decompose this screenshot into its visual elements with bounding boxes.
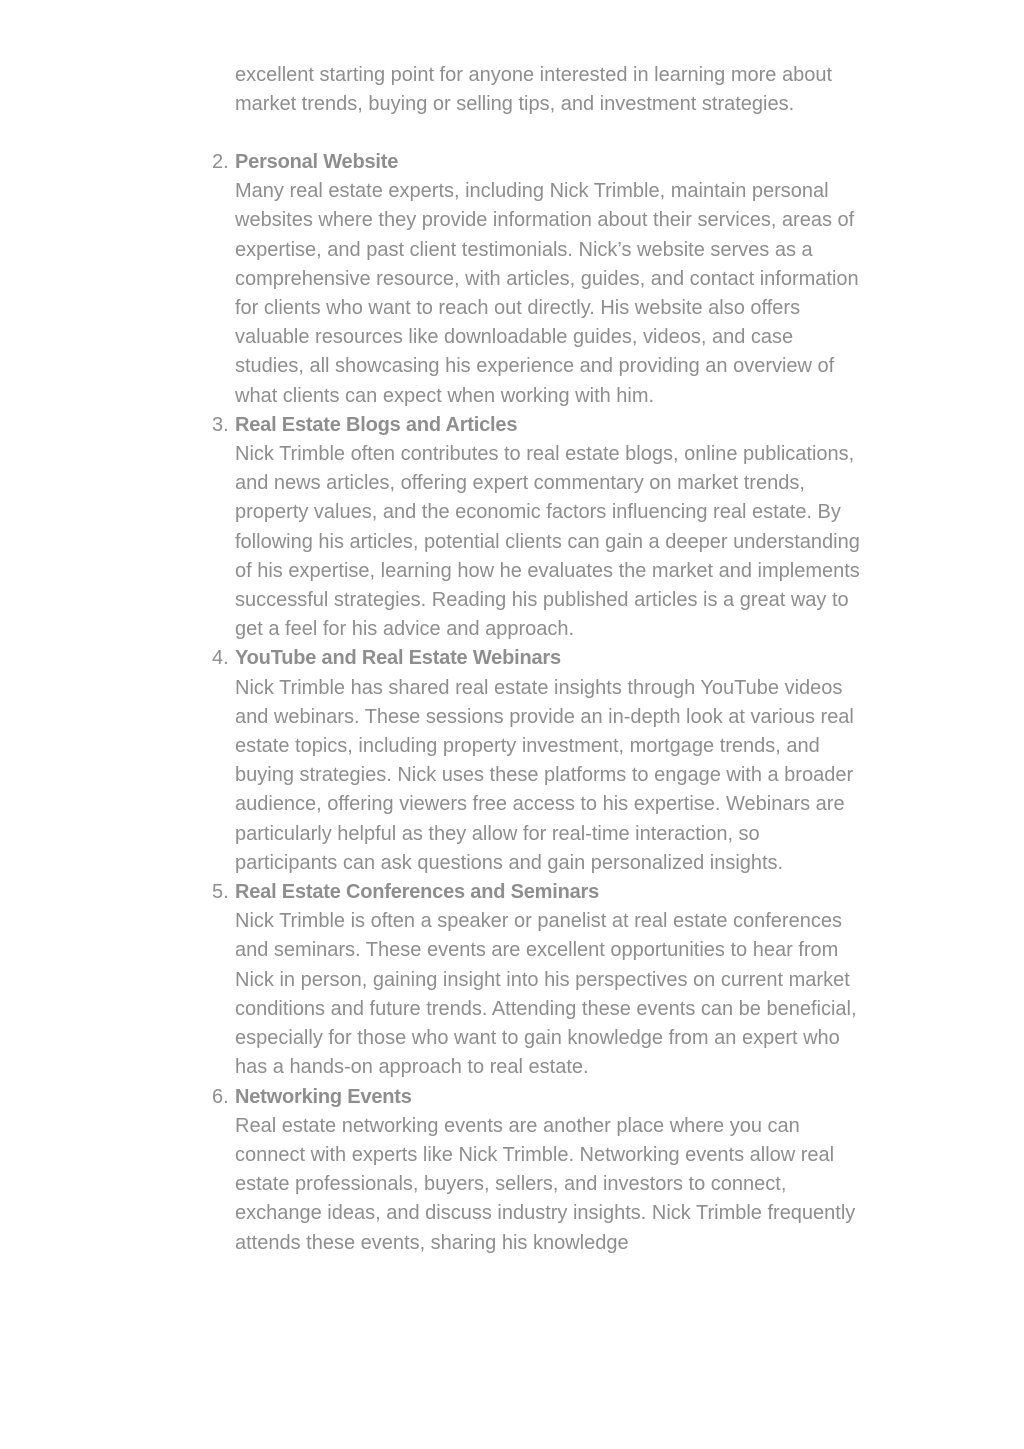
list-item-title: Real Estate Conferences and Seminars — [235, 881, 600, 904]
lead-paragraph: excellent starting point for anyone interested in learning more about market trends, buying or selling tips, and investment strategies. — [235, 64, 833, 116]
list-item-title: Real Estate Blogs and Articles — [235, 413, 518, 436]
list-item-number: 6. — [212, 1085, 229, 1108]
list-item-title: Personal Website — [235, 151, 399, 173]
list-item-number: 5. — [212, 881, 229, 904]
list-item — [0, 148, 865, 411]
list-item-number: 3. — [212, 413, 229, 436]
list-item-title: YouTube and Real Estate Webinars — [235, 647, 561, 670]
list-item-number: 4. — [212, 647, 229, 670]
list-item-body: Nick Trimble has shared real estate insights through YouTube videos and webinars. These sessions provide an in-depth look at various real estate topics, including property investment, mortgage trends, and buying strategies. Nick uses these platforms to engage with a broader audience, offering viewers free access to his expertise. Webinars are particularly helpful as they allow for real-time interaction, so participants can ask questions and gain personalized insights. — [235, 676, 854, 874]
list-item — [0, 644, 865, 878]
list-item-body: Real estate networking events are another place where you can connect with experts like Nick Trimble. Networking events allow real estate professionals, buyers, sellers, and investors to connect, exchange ideas, and discuss industry insights. Nick Trimble frequently attends these events, sharing his knowledge — [235, 1114, 856, 1254]
list-item — [0, 411, 865, 645]
list-item-body: Nick Trimble often contributes to real estate blogs, online publications, and news articles, offering expert commentary on market trends, property values, and the economic factors influencing real estate. By following his articles, potential clients can gain a deeper understanding of his expertise, learning how he evaluates the market and implements successful strategies. Reading his published articles is a great way to get a feel for his advice and approach. — [235, 443, 860, 641]
list-item-title: Networking Events — [235, 1085, 412, 1108]
list-item-body: Nick Trimble is often a speaker or panelist at real estate conferences and seminars. These events are excellent opportunities to hear from Nick in person, gaining insight into his perspectives on current market conditions and future trends. Attending these events can be beneficial, especially for those who want to gain knowledge from an expert who has a hands-on approach to real estate. — [235, 910, 857, 1079]
numbered-list — [0, 148, 1024, 1258]
list-item-body: Many real estate experts, including Nick Trimble, maintain personal websites where they provide information about their services, areas of expertise, and past client testimonials. Nick’s website serves as a comprehensive resource, with articles, guides, and contact information for clients who want to reach out directly. His website also offers valuable resources like downloadable guides, videos, and case studies, all showcasing his experience and providing an overview of what clients can expect when working with him. — [235, 180, 859, 407]
list-item-number: 2. — [212, 151, 229, 173]
list-item — [0, 878, 865, 1082]
list-item — [0, 1083, 865, 1258]
